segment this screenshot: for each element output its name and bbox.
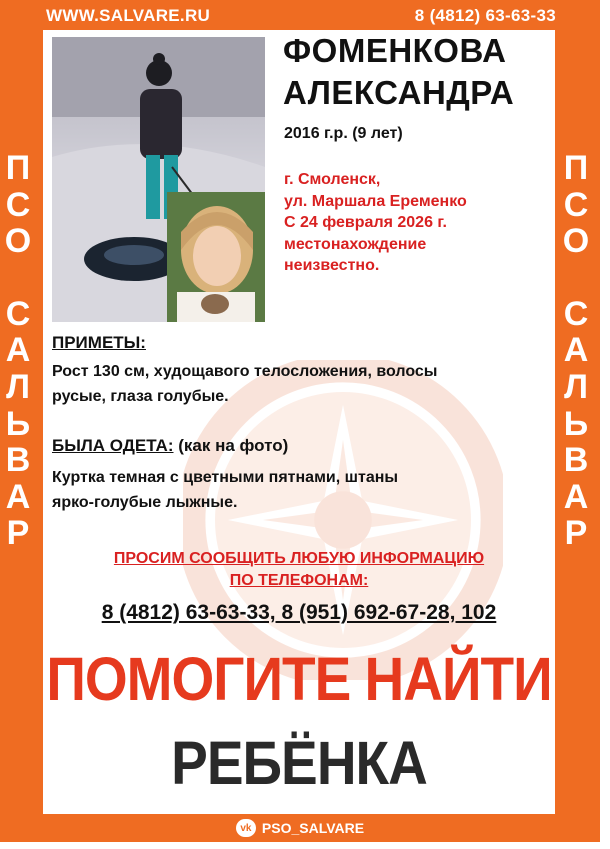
surname: ФОМЕНКОВА [283, 32, 507, 69]
appeal-line: ПО ТЕЛЕФОНАМ: [229, 572, 369, 589]
side-letter: С [5, 294, 31, 333]
website-link[interactable]: WWW.SALVARE.RU [46, 6, 211, 25]
side-letter: А [563, 477, 589, 516]
side-letter: С [5, 185, 31, 224]
contact-phones: 8 (4812) 63-63-33, 8 (951) 692-67-28, 102 [101, 601, 497, 624]
clothing-heading-text: БЫЛА ОДЕТА: [52, 436, 174, 455]
side-letter: П [5, 149, 31, 187]
clothing-note: (как на фото) [173, 436, 289, 455]
side-letter: П [563, 149, 589, 187]
appeal-line: ПРОСИМ СООБЩИТЬ ЛЮБУЮ ИНФОРМАЦИЮ [113, 550, 485, 567]
help-find-banner: ПОМОГИТЕ НАЙТИ [46, 644, 552, 714]
social-handle: PSO_SALVARE [261, 820, 365, 836]
side-letter: Ь [5, 404, 31, 443]
features-line: русые, глаза голубые. [52, 388, 229, 405]
side-letter: Л [6, 367, 30, 406]
side-letter: Р [6, 514, 30, 553]
side-letter: С [563, 185, 589, 224]
side-letter: О [562, 222, 590, 261]
side-letter: А [5, 477, 31, 516]
features-heading [52, 333, 146, 353]
margin-right [600, 0, 610, 849]
side-letter: С [563, 294, 589, 333]
clothing-text [52, 465, 552, 515]
first-name: АЛЕКСАНДРА [283, 74, 515, 111]
photo-portrait [167, 192, 265, 322]
side-letter: А [5, 331, 31, 370]
location-line: г. Смоленск, [284, 171, 381, 188]
appeal-text [43, 548, 555, 592]
header-phone: 8 (4812) 63-63-33 [414, 6, 556, 25]
location-info [284, 169, 554, 277]
side-letter: В [5, 441, 31, 480]
location-line: ул. Маршала Еременко [284, 192, 467, 210]
vk-icon: vk [236, 819, 256, 837]
clothing-line: ярко-голубые лыжные. [52, 494, 238, 511]
child-banner: РЕБЁНКА [171, 728, 427, 798]
features-line: Рост 130 см, худощавого телосложения, волосы [52, 363, 438, 380]
side-letter: Л [564, 367, 588, 406]
side-letter: О [4, 222, 32, 261]
poster-panel [43, 30, 555, 814]
location-line: местонахождение [284, 235, 427, 253]
missing-person-name [283, 30, 553, 114]
clothing-line: Куртка темная с цветными пятнами, штаны [52, 469, 399, 486]
social-footer[interactable] [0, 814, 600, 842]
location-line: С 24 февраля 2026 г. [284, 214, 447, 232]
side-letter: Ь [563, 404, 589, 443]
location-line: неизвестно. [284, 257, 380, 275]
side-label-right [562, 150, 590, 552]
side-letter: Р [564, 514, 588, 553]
features-text [52, 359, 552, 409]
side-letter: А [563, 331, 589, 370]
side-letter: В [563, 441, 589, 480]
clothing-heading [52, 436, 288, 456]
features-heading-text: ПРИМЕТЫ: [52, 333, 146, 352]
birth-info: 2016 г.р. (9 лет) [284, 125, 403, 142]
top-bar [0, 0, 600, 30]
side-label-left [4, 150, 32, 552]
margin-bottom [0, 842, 610, 849]
